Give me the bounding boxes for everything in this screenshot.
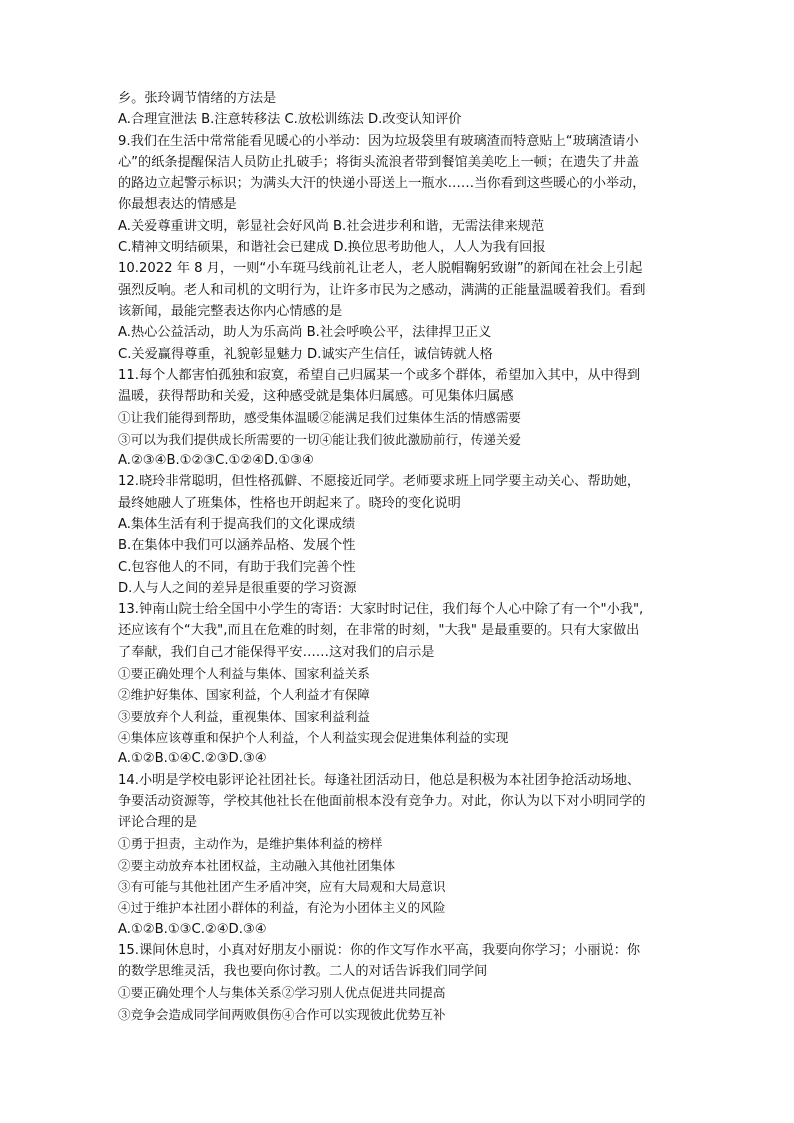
question-text-line: A.合理宣泄法 B.注意转移法 C.放松训练法 D.改变认知评价 (118, 112, 462, 128)
question-text-line: 的路边立起警示标识；为满头大汗的快递小哥送上一瓶水……当你看到这些暖心的小举动， (118, 176, 646, 192)
question-text-line: 温暖，获得帮助和关爱，这种感受就是集体归属感。可见集体归属感 (118, 389, 514, 405)
question-text-line: C.关爱赢得尊重，礼貌彰显魅力 D.诚实产生信任，诚信铸就人格 (118, 346, 493, 362)
question-text-line: 心”的纸条提醒保洁人员防止扎破手；将街头流浪者带到餐馆美美吃上一顿；在遗失了井盖 (118, 154, 640, 170)
question-text-line: 10.2022 年 8 月，一则“小车斑马线前礼让老人，老人脱帽鞠躬致谢”的新闻在社会上引起 (118, 261, 643, 277)
option-statement-line: ③要放弃个人利益，重视集体、国家利益利益 (118, 708, 370, 724)
exam-page (118, 88, 688, 1025)
option-statement-line: ②维护好集体、国家利益，个人利益才有保障 (118, 687, 370, 703)
question-text-line: 强烈反响。老人和司机的文明行为，让许多市民为之感动，满满的正能量温暖着我们。看到 (118, 282, 646, 298)
question-text-line: C.精神文明结硕果，和谐社会已建成 D.换位思考助他人，人人为我有回报 (118, 240, 546, 256)
option-statement-line: ①勇于担责，主动作为，是维护集体利益的榜样 (118, 836, 383, 852)
question-text-line: 争要活动资源等，学校其他社长在他面前根本没有竞争力。对此，你认为以下对小明同学的 (118, 793, 646, 809)
option-statement-line: ④集体应该尊重和保护个人利益，个人利益实现会促进集体利益的实现 (118, 729, 509, 745)
option-statement-line: ③有可能与其他社团产生矛盾冲突，应有大局观和大局意识 (118, 878, 446, 894)
option-statement-line: ①要正确处理个人与集体关系②学习别人优点促进共同提高 (118, 985, 446, 1001)
question-text-line: A.热心公益活动，助人为乐高尚 B.社会呼唤公平，法律捍卫正义 (118, 325, 492, 341)
question-text-line: 乡。张玲调节情绪的方法是 (118, 91, 277, 106)
question-text-line: 的数学思维灵活，我也要向你讨教。二人的对话告诉我们同学间 (118, 964, 488, 980)
question-text-line: 15.课间休息时，小真对好朋友小丽说：你的作文写作水平高，我要向你学习；小丽说：你 (118, 942, 641, 958)
question-text-line: A.集体生活有利于提高我们的文化课成绩 (118, 516, 356, 532)
question-text-line: 最终她融人了班集体，性格也开朗起来了。晓玲的变化说明 (118, 495, 461, 511)
option-statement-line: ①要正确处理个人利益与集体、国家利益关系 (118, 666, 370, 682)
question-text-line: A.①②B.①③C.②④D.③④ (118, 921, 267, 937)
question-text-line: A.②③④B.①②③C.①②④D.①③④ (118, 453, 314, 469)
option-statement-line: ②要主动放弃本社团权益，主动融入其他社团集体 (118, 857, 396, 873)
question-text-line: 9.我们在生活中常常能看见暖心的小举动：因为垃圾袋里有玻璃渣而特意贴上“玻璃渣请小 (118, 133, 639, 149)
question-text-line: 13.钟南山院士给全国中小学生的寄语：大家时时记住，我们每个人心中除了有一个"小我", (118, 602, 644, 618)
question-text-line: 该新闻，最能完整表达你内心情感的是 (118, 303, 343, 319)
question-text-line: 还应该有个“大我",而且在危难的时刻，在非常的时刻，"大我" 是最重要的。只有大家做出 (118, 623, 640, 639)
question-text-line: D.人与人之间的差异是很重要的学习资源 (118, 580, 357, 596)
question-text-line: C.包容他人的不同，有助于我们完善个性 (118, 559, 356, 575)
question-text-line: B.在集体中我们可以涵养品格、发展个性 (118, 538, 356, 554)
question-text-line: 你最想表达的情感是 (118, 197, 237, 213)
option-statement-line: ①让我们能得到帮助，感受集体温暖②能满足我们过集体生活的情感需要 (118, 410, 521, 426)
question-text-line: 14.小明是学校电影评论社团社长。每逢社团活动日，他总是积极为本社团争抢活动场地、 (118, 772, 641, 788)
question-text-line: 评论合理的是 (118, 815, 198, 831)
option-statement-line: ④过于维护本社团小群体的利益，有沦为小团体主义的风险 (118, 900, 446, 916)
question-text-line: 了奉献，我们自己才能保得平安……这对我们的启示是 (118, 644, 435, 660)
question-text-line: 12.晓玲非常聪明，但性格孤僻、不愿接近同学。老师要求班上同学要主动关心、帮助她， (118, 474, 641, 490)
option-statement-line: ③竞争会造成同学间两败俱伤④合作可以实现彼此优势互补 (118, 1006, 446, 1022)
question-text-line: A.①②B.①④C.②③D.③④ (118, 751, 267, 767)
question-text-line: 11.每个人都害怕孤独和寂寞，希望自己归属某一个或多个群体，希望加入其中，从中得到 (118, 367, 641, 383)
question-text-line: A.关爱尊重讲文明，彰显社会好风尚 B.社会进步利和谐，无需法律来规范 (118, 218, 545, 234)
option-statement-line: ③可以为我们提供成长所需要的一切④能让我们彼此激励前行，传递关爱 (118, 431, 521, 447)
